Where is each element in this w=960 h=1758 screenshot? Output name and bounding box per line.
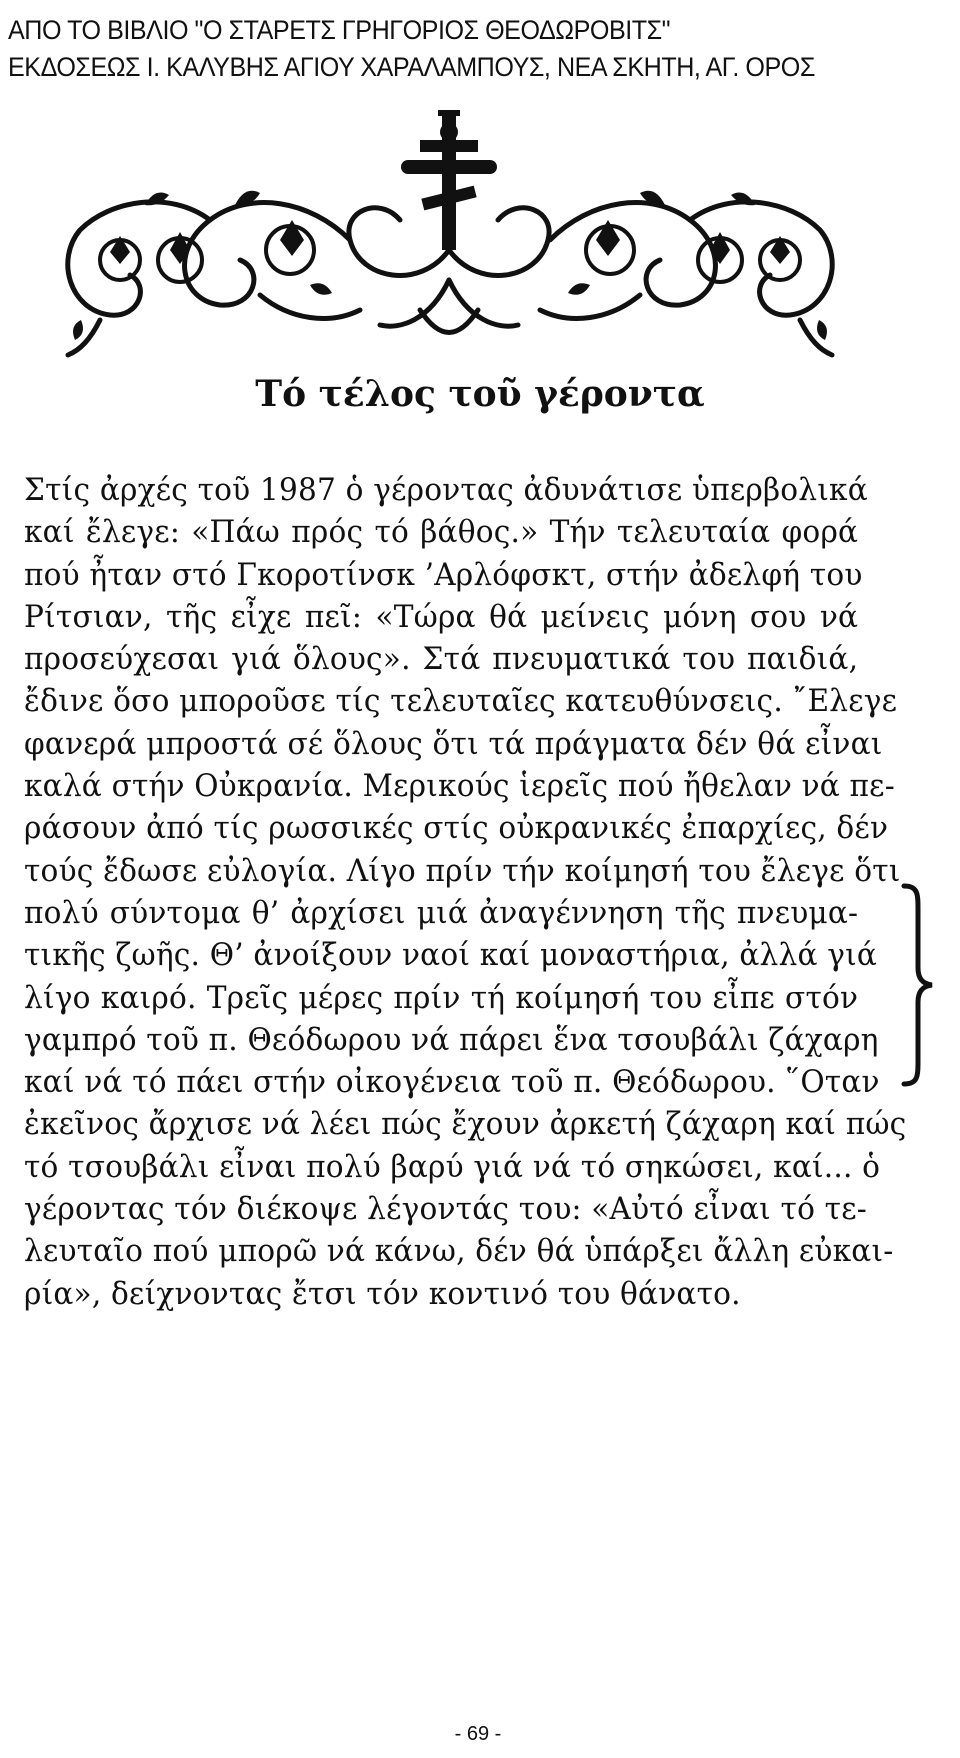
- text-line: λίγο καιρό. Τρεῖς μέρες πρίν τή κοίμησή του εἶπε στόν: [24, 980, 859, 1016]
- text-line: Ρίτσιαν, τῆς εἶχε πεῖ: «Τώρα θά μείνεις μόνη σου νά: [24, 599, 859, 635]
- text-line: Στίς ἀρχές τοῦ 1987 ὁ γέροντας ἀδυνάτισε ὑπερβολικά: [24, 473, 868, 508]
- text-line: καί ἔλεγε: «Πάω πρός τό βάθος.» Τήν τελευταία φορά: [24, 515, 859, 551]
- source-note: [8, 12, 892, 86]
- body-paragraph: [24, 470, 907, 1316]
- text-line: ἔδινε ὅσο μποροῦσε τίς τελευταῖες κατευθύνσεις. ῎Ελεγε: [24, 684, 898, 720]
- left-scroll: [68, 202, 360, 355]
- right-curly-brace-icon: [900, 880, 936, 1090]
- text-line: προσεύχεσαι γιά ὅλους». Στά πνευματικά του παιδιά,: [24, 642, 859, 678]
- orthodox-cross-icon: [401, 110, 497, 250]
- text-line: λευταῖο πού μπορῶ νά κάνω, δέν θά ὑπάρξει ἄλλη εὐκαι-: [24, 1234, 894, 1270]
- orthodox-cross-ornament: [60, 110, 840, 360]
- text-line: πού ἦταν στό Γκοροτίνσκ ’Αρλόφσκτ, στήν ἀδελφή του: [24, 557, 863, 593]
- text-line: ἐκεῖνος ἄρχισε νά λέει πώς ἔχουν ἀρκετή ζάχαρη καί πώς: [24, 1107, 907, 1143]
- chapter-title: Τό τέλος τοῦ γέροντα: [255, 373, 705, 415]
- text-line: πολύ σύντομα θ’ ἀρχίσει μιά ἀναγέννηση τῆς πνευμα-: [24, 895, 859, 931]
- source-line-2: ΕΚΔΟΣΕΩΣ Ι. ΚΑΛΥΒΗΣ ΑΓΙΟΥ ΧΑΡΑΛΑΜΠΟΥΣ, ΝΕΑ ΣΚΗΤΗ, ΑΓ. ΟΡΟΣ: [8, 52, 815, 82]
- text-line: φανερά μπροστά σέ ὅλους ὅτι τά πράγματα δέν θά εἶναι: [24, 726, 883, 762]
- text-line: ράσουν ἀπό τίς ρωσσικές στίς οὐκρανικές ἐπαρχίες, δέν: [24, 811, 889, 847]
- text-line: γέροντας τόν διέκοψε λέγοντάς του: «Αὐτό εἶναι τό τε-: [24, 1192, 867, 1228]
- source-line-1: ΑΠΟ ΤΟ ΒΙΒΛΙΟ "Ο ΣΤΑΡΕΤΣ ΓΡΗΓΟΡΙΟΣ ΘΕΟΔΩΡΟΒΙΤΣ": [8, 15, 671, 45]
- text-line: καλά στήν Οὐκρανία. Μερικούς ἱερεῖς πού ἤθελαν νά πε-: [24, 769, 895, 805]
- text-line: ρία», δείχνοντας ἔτσι τόν κοντινό του θάνατο.: [24, 1276, 741, 1312]
- text-line: καί νά τό πάει στήν οἰκογένεια τοῦ π. Θεόδωρου. ῞Οταν: [24, 1065, 880, 1101]
- text-line: γαμπρό τοῦ π. Θεόδωρου νά πάρει ἕνα τσουβάλι ζάχαρη: [24, 1022, 879, 1058]
- text-line: τό τσουβάλι εἶναι πολύ βαρύ γιά νά τό σηκώσει, καί... ὁ: [24, 1149, 881, 1185]
- text-line: τικῆς ζωῆς. Θ’ ἀνοίξουν ναοί καί μοναστήρια, ἀλλά γιά: [24, 938, 878, 974]
- page-number: - 69 -: [454, 1723, 502, 1745]
- text-line: τούς ἔδωσε εὐλογία. Λίγο πρίν τήν κοίμησή του ἔλεγε ὅτι: [24, 853, 901, 889]
